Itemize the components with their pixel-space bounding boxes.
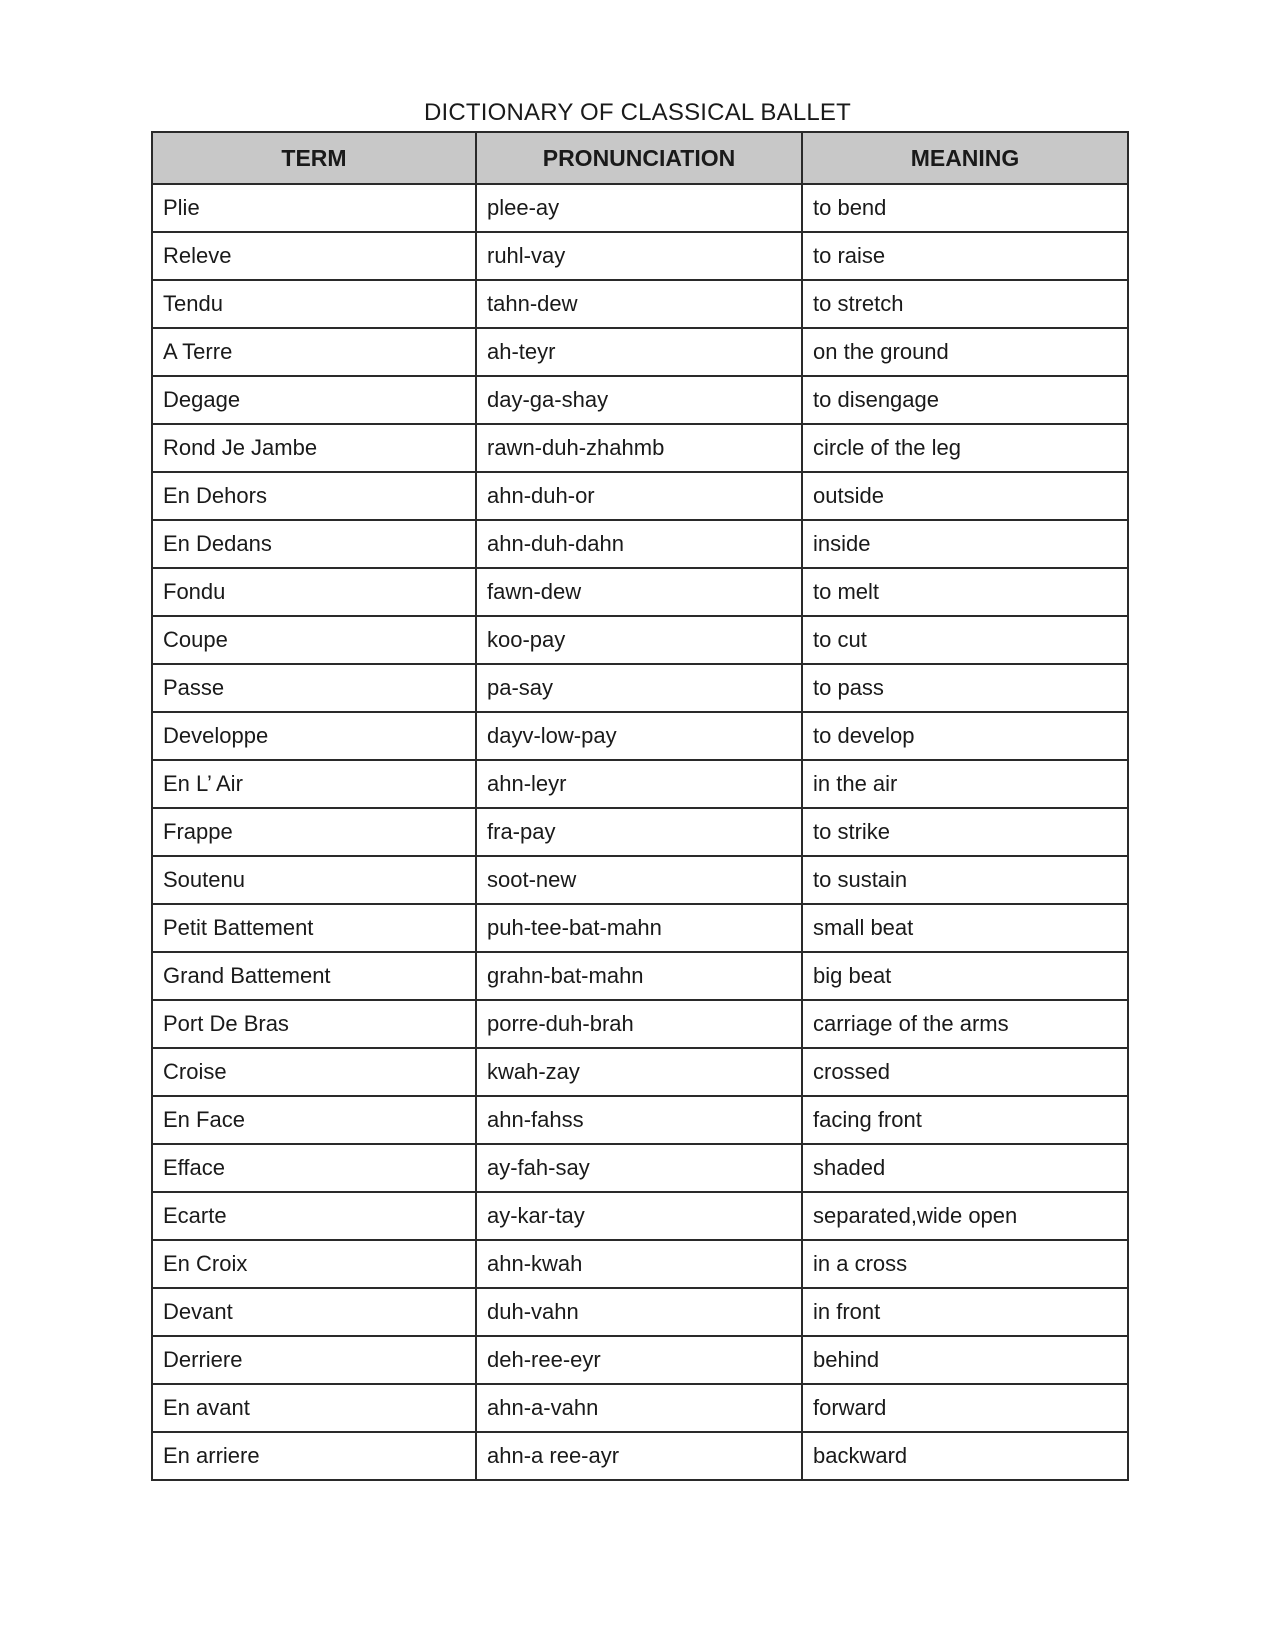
- term-cell: Derriere: [152, 1336, 476, 1384]
- meaning-cell: in front: [802, 1288, 1128, 1336]
- term-cell: A Terre: [152, 328, 476, 376]
- term-cell: En arriere: [152, 1432, 476, 1480]
- term-cell: Coupe: [152, 616, 476, 664]
- pronunciation-cell: ah-teyr: [476, 328, 802, 376]
- meaning-cell: small beat: [802, 904, 1128, 952]
- table-row: [152, 760, 1128, 808]
- term-cell: Ecarte: [152, 1192, 476, 1240]
- pronunciation-cell: day-ga-shay: [476, 376, 802, 424]
- table-row: [152, 520, 1128, 568]
- pronunciation-cell: koo-pay: [476, 616, 802, 664]
- meaning-cell: separated,wide open: [802, 1192, 1128, 1240]
- term-cell: Grand Battement: [152, 952, 476, 1000]
- meaning-cell: to bend: [802, 184, 1128, 232]
- term-cell: Plie: [152, 184, 476, 232]
- term-cell: Rond Je Jambe: [152, 424, 476, 472]
- pronunciation-cell: puh-tee-bat-mahn: [476, 904, 802, 952]
- meaning-cell: carriage of the arms: [802, 1000, 1128, 1048]
- term-cell: Soutenu: [152, 856, 476, 904]
- meaning-cell: facing front: [802, 1096, 1128, 1144]
- term-cell: Developpe: [152, 712, 476, 760]
- meaning-cell: in the air: [802, 760, 1128, 808]
- meaning-cell: to cut: [802, 616, 1128, 664]
- term-cell: En Croix: [152, 1240, 476, 1288]
- table-row: [152, 328, 1128, 376]
- pronunciation-cell: dayv-low-pay: [476, 712, 802, 760]
- table-row: [152, 1096, 1128, 1144]
- term-cell: En avant: [152, 1384, 476, 1432]
- table-row: [152, 952, 1128, 1000]
- term-cell: En Dehors: [152, 472, 476, 520]
- table-row: [152, 376, 1128, 424]
- meaning-cell: to pass: [802, 664, 1128, 712]
- pronunciation-cell: ahn-fahss: [476, 1096, 802, 1144]
- pronunciation-cell: ahn-duh-or: [476, 472, 802, 520]
- meaning-cell: big beat: [802, 952, 1128, 1000]
- table-row: [152, 616, 1128, 664]
- meaning-cell: shaded: [802, 1144, 1128, 1192]
- table-row: [152, 568, 1128, 616]
- meaning-cell: to disengage: [802, 376, 1128, 424]
- pronunciation-cell: kwah-zay: [476, 1048, 802, 1096]
- meaning-cell: to stretch: [802, 280, 1128, 328]
- table-row: [152, 1384, 1128, 1432]
- pronunciation-cell: ay-kar-tay: [476, 1192, 802, 1240]
- table-row: [152, 1000, 1128, 1048]
- table-row: [152, 664, 1128, 712]
- meaning-cell: inside: [802, 520, 1128, 568]
- table-row: [152, 280, 1128, 328]
- table-row: [152, 472, 1128, 520]
- term-cell: Port De Bras: [152, 1000, 476, 1048]
- meaning-cell: to raise: [802, 232, 1128, 280]
- pronunciation-cell: rawn-duh-zhahmb: [476, 424, 802, 472]
- term-cell: Croise: [152, 1048, 476, 1096]
- table-row: [152, 1336, 1128, 1384]
- term-cell: Devant: [152, 1288, 476, 1336]
- term-cell: Releve: [152, 232, 476, 280]
- pronunciation-cell: duh-vahn: [476, 1288, 802, 1336]
- meaning-cell: backward: [802, 1432, 1128, 1480]
- table-row: [152, 232, 1128, 280]
- column-header-term: TERM: [152, 132, 476, 184]
- pronunciation-cell: deh-ree-eyr: [476, 1336, 802, 1384]
- pronunciation-cell: ay-fah-say: [476, 1144, 802, 1192]
- table-body: [152, 184, 1128, 1480]
- table-row: [152, 1288, 1128, 1336]
- meaning-cell: crossed: [802, 1048, 1128, 1096]
- meaning-cell: to melt: [802, 568, 1128, 616]
- page-title: DICTIONARY OF CLASSICAL BALLET: [423, 99, 852, 126]
- pronunciation-cell: soot-new: [476, 856, 802, 904]
- table-row: [152, 424, 1128, 472]
- meaning-cell: circle of the leg: [802, 424, 1128, 472]
- table-row: [152, 808, 1128, 856]
- table-row: [152, 1048, 1128, 1096]
- pronunciation-cell: pa-say: [476, 664, 802, 712]
- table-row: [152, 184, 1128, 232]
- meaning-cell: in a cross: [802, 1240, 1128, 1288]
- pronunciation-cell: ahn-duh-dahn: [476, 520, 802, 568]
- meaning-cell: on the ground: [802, 328, 1128, 376]
- column-header-meaning: MEANING: [802, 132, 1128, 184]
- term-cell: Degage: [152, 376, 476, 424]
- pronunciation-cell: fra-pay: [476, 808, 802, 856]
- meaning-cell: to strike: [802, 808, 1128, 856]
- term-cell: Frappe: [152, 808, 476, 856]
- pronunciation-cell: ahn-kwah: [476, 1240, 802, 1288]
- table-header-row: [152, 132, 1128, 184]
- pronunciation-cell: ahn-a-vahn: [476, 1384, 802, 1432]
- pronunciation-cell: fawn-dew: [476, 568, 802, 616]
- table-row: [152, 1192, 1128, 1240]
- pronunciation-cell: tahn-dew: [476, 280, 802, 328]
- term-cell: Passe: [152, 664, 476, 712]
- column-header-pronunciation: PRONUNCIATION: [476, 132, 802, 184]
- pronunciation-cell: porre-duh-brah: [476, 1000, 802, 1048]
- ballet-dictionary-table: [151, 131, 1129, 1481]
- table-row: [152, 1144, 1128, 1192]
- meaning-cell: outside: [802, 472, 1128, 520]
- pronunciation-cell: plee-ay: [476, 184, 802, 232]
- pronunciation-cell: grahn-bat-mahn: [476, 952, 802, 1000]
- meaning-cell: behind: [802, 1336, 1128, 1384]
- term-cell: Fondu: [152, 568, 476, 616]
- table-row: [152, 904, 1128, 952]
- meaning-cell: to sustain: [802, 856, 1128, 904]
- meaning-cell: forward: [802, 1384, 1128, 1432]
- term-cell: En L’ Air: [152, 760, 476, 808]
- pronunciation-cell: ruhl-vay: [476, 232, 802, 280]
- term-cell: En Dedans: [152, 520, 476, 568]
- pronunciation-cell: ahn-a ree-ayr: [476, 1432, 802, 1480]
- term-cell: Efface: [152, 1144, 476, 1192]
- table-row: [152, 1432, 1128, 1480]
- table-row: [152, 712, 1128, 760]
- table-row: [152, 856, 1128, 904]
- meaning-cell: to develop: [802, 712, 1128, 760]
- table-row: [152, 1240, 1128, 1288]
- term-cell: Petit Battement: [152, 904, 476, 952]
- term-cell: En Face: [152, 1096, 476, 1144]
- term-cell: Tendu: [152, 280, 476, 328]
- pronunciation-cell: ahn-leyr: [476, 760, 802, 808]
